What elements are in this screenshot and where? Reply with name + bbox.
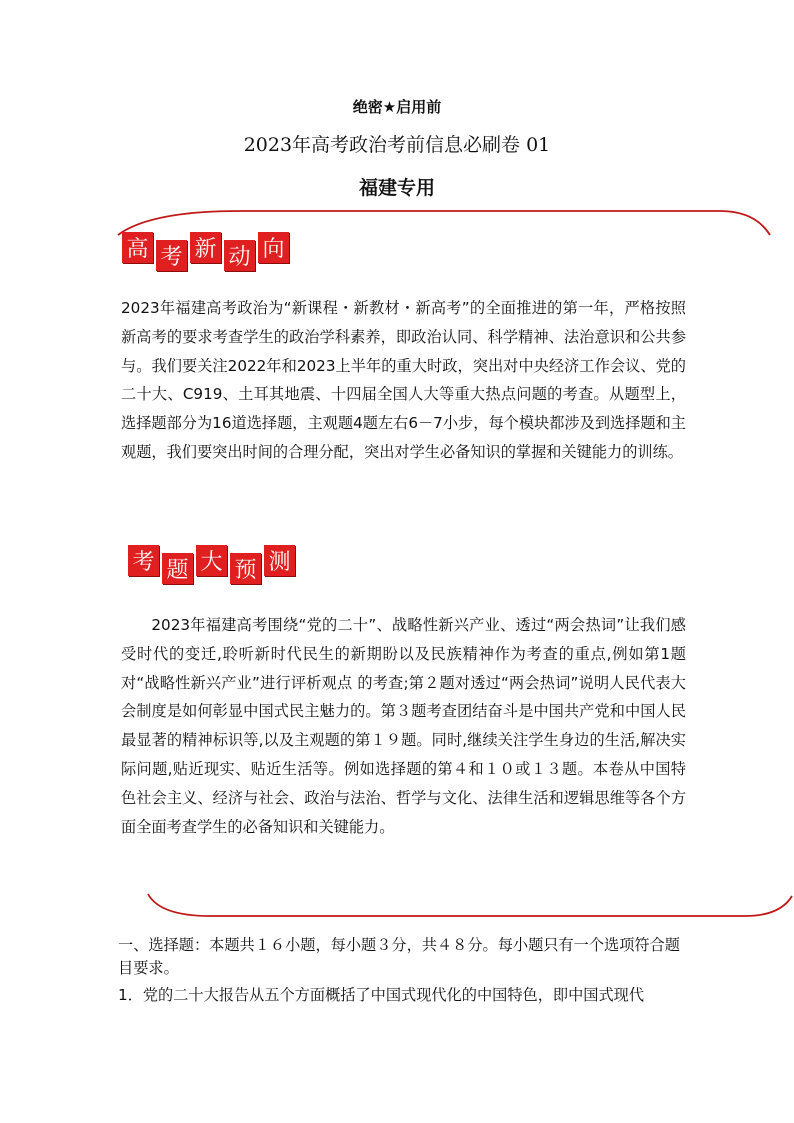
trend-paragraph: [121, 294, 686, 467]
banner-tile: 高: [122, 232, 153, 263]
bottom-decorative-curve: [0, 888, 794, 924]
top-decorative-curve: [0, 205, 794, 245]
prediction-paragraph: [121, 611, 686, 841]
banner-new-trends: [122, 232, 292, 271]
banner-tile: 题: [162, 553, 193, 584]
banner-tile: 大: [196, 545, 227, 576]
page-subtitle: 福建专用: [358, 177, 435, 199]
prediction-paragraph-text: 2023年福建高考围绕“党的二十”、战略性新兴产业、透过“两会热词”让我们感受时代的变迁,聆听新时代民生的新期盼以及民族精神作为考查的重点,例如第1题对“战略性新兴产业”进行评析观点 的考查;第２题对透过“两会热词”说明人民代表大会制度是如何彰显中国式民主魅力的。第３题考查团结奋斗是中国共产党和中国人民最显著的精神标识等,以及主观题的第１９题。同时,继续关注学生身边的生活,解决实际问题,贴近现实、贴近生活等。例如选择题的第４和１０或１３题。本卷从中国特色社会主义、经济与社会、政治与法治、哲学与文化、法律生活和逻辑思维等各个方面全面考查学生的必备知识和关键能力。: [121, 616, 686, 836]
banner-tile: 考: [156, 240, 187, 271]
banner-tile: 预: [230, 553, 261, 584]
banner-tile: 测: [264, 545, 295, 576]
banner-tile: 向: [258, 232, 289, 263]
trend-paragraph-text: 2023年福建高考政治为“新课程・新教材・新高考”的全面推进的第一年，严格按照新高考的要求考查学生的政治学科素养，即政治认同、科学精神、法治意识和公共参与。我们要关注2022年和2023上半年的重大时政，突出对中央经济工作会议、党的二十大、C919、土耳其地震、十四届全国人大等重大热点问题的考查。从题型上，选择题部分为16道选择题，主观题4题左右6－7小步，每个模块都涉及到选择题和主观题，我们要突出时间的合理分配，突出对学生必备知识的掌握和关键能力的训练。: [121, 299, 686, 461]
banner-exam-prediction: [128, 545, 298, 584]
banner-tile: 动: [224, 240, 255, 271]
banner-tile: 考: [128, 545, 159, 576]
question-1: 1．党的二十大报告从五个方面概括了中国式现代化的中国特色，即中国式现代: [118, 986, 645, 1004]
confidential-label: 绝密★启用前: [352, 98, 442, 116]
banner-tile: 新: [190, 232, 221, 263]
section-heading: 一、选择题：本题共１６小题，每小题３分，共４８分。每小题只有一个选项符合题目要求。: [118, 936, 680, 977]
page-title: 2023年高考政治考前信息必刷卷 01: [243, 134, 551, 156]
